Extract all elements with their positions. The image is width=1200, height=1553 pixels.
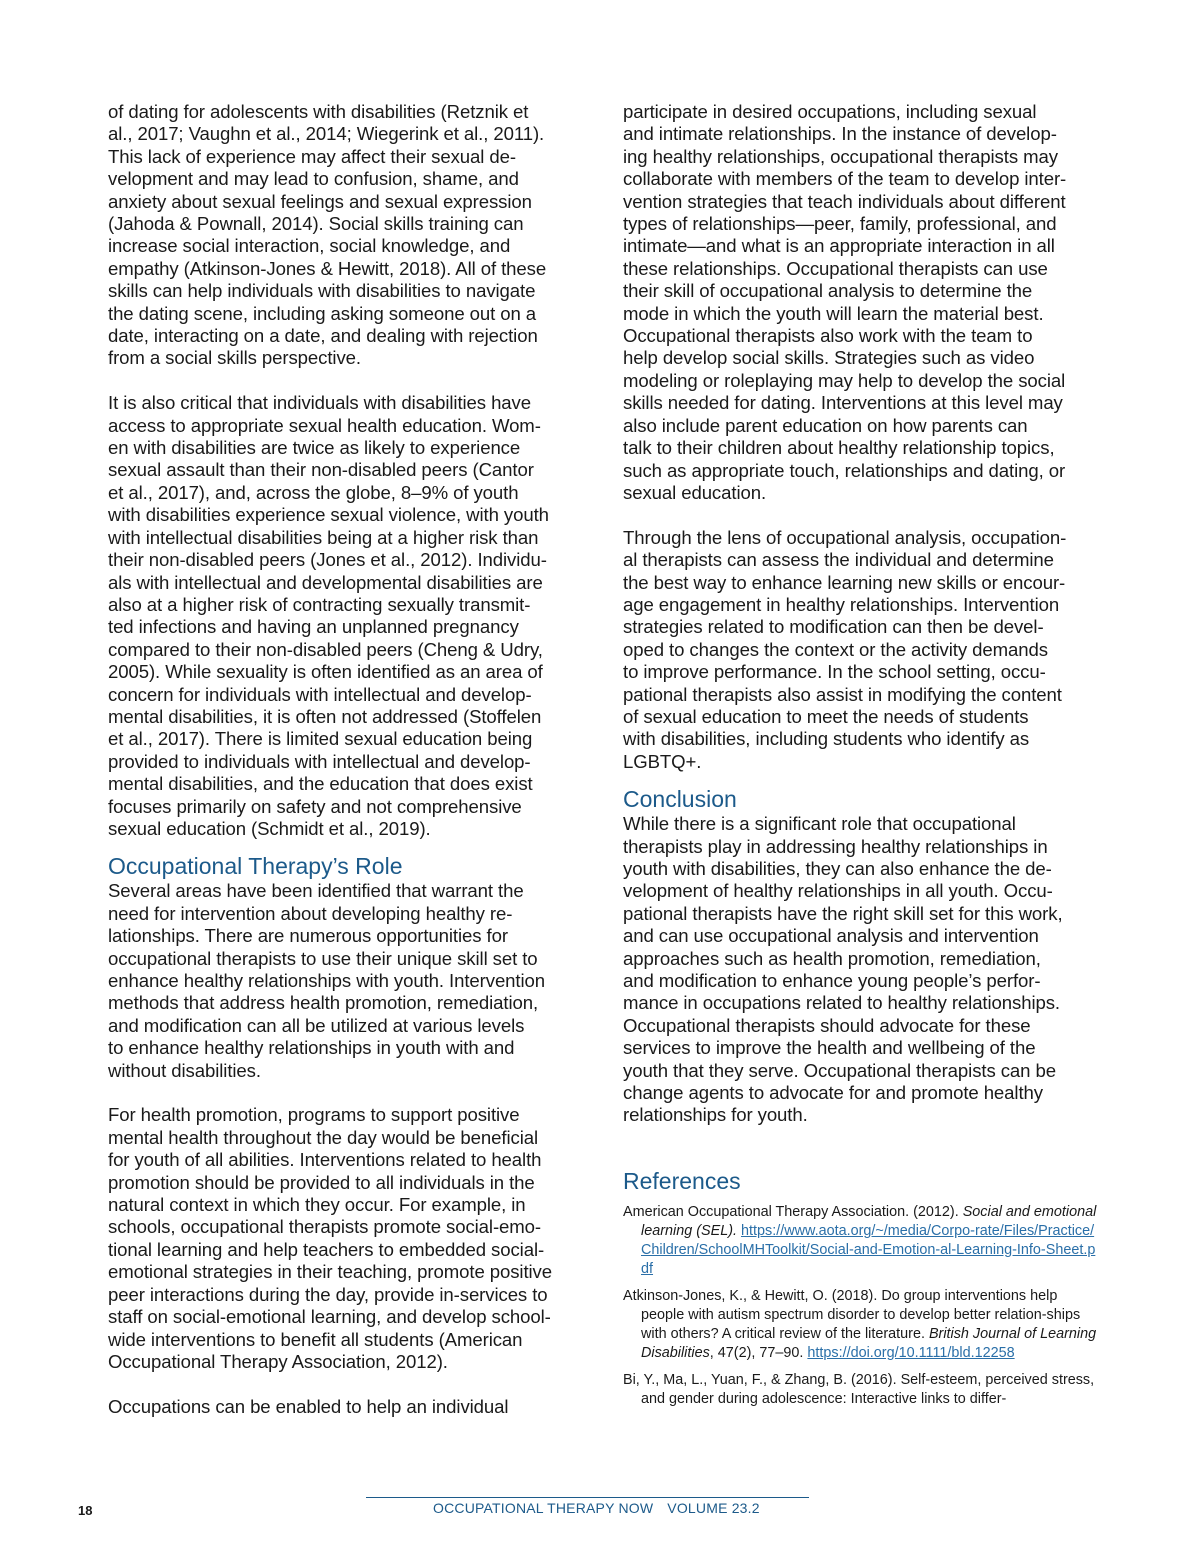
reference-entry — [623, 1203, 1101, 1279]
reference-text: Atkinson-Jones, K., & Hewitt, O. (2018). Do group interventions help people with autism spectrum disorder to develop better relation-ships with others? A critical review of the literature. — [623, 1287, 1081, 1342]
footer-divider — [366, 1497, 809, 1498]
heading-conclusion: Conclusion — [623, 786, 737, 813]
right-paragraph-1: participate in desired occupations, including sexual and intimate relationships. In the instance of develop- ing healthy relationships, occupational therapists may collaborate with members of the team to develop inter- vention strategies that teach individuals about different types of relationships—peer, family, professional, and intimate—and what is an appropriate interaction in all these relationships. Occupational therapists can use their skill of occupational analysis to determine the mode in which the youth will learn the material best. Occupational therapists also work with the team to help develop social skills. Strategies such as video modeling or roleplaying may help to develop the social skills needed for dating. Interventions at this level may also include parent education on how parents can talk to their children about healthy relationship topics, such as appropriate touch, relationships and dating, or sexual education. — [623, 101, 1067, 503]
left-paragraph-1: of dating for adolescents with disabilities (Retznik et al., 2017; Vaughn et al., 2014; Wiegerink et al., 2011). This lack of experience may affect their sexual de- velopment and may lead to confusion, shame, and anxiety about sexual feelings and sexual expression (Jahoda & Pownall, 2014). Social skills training can increase social interaction, social knowledge, and empathy (Atkinson-Jones & Hewitt, 2018). All of these skills can help individuals with disabilities to navigate the dating scene, including asking someone out on a date, interacting on a date, and dealing with rejection from a social skills perspective. — [108, 101, 547, 369]
heading-ot-role: Occupational Therapy’s Role — [108, 853, 403, 880]
reference-entry — [623, 1371, 1101, 1409]
reference-link[interactable]: https://www.aota.org/~/media/Corpo-rate/Files/Practice/Children/SchoolMHToolkit/Social-and-Emotion-al-Learning-Info-Sheet.pdf — [641, 1222, 1096, 1277]
left-paragraph-5: Occupations can be enabled to help an individual — [108, 1395, 509, 1417]
paragraph-gap — [108, 1373, 586, 1395]
right-column — [623, 101, 1101, 1417]
left-paragraph-4: For health promotion, programs to support positive mental health throughout the day would be beneficial for youth of all abilities. Interventions related to health promotion should be provided to all individuals in the natural context in which they occur. For example, in schools, occupational therapists promote social-emo- tional learning and help teachers to embedded social- emotional strategies in their teaching, promote positive peer interactions during the day, provide in-services to staff on social-emotional learning, and develop school- wide interventions to benefit all students (American Occupational Therapy Association, 2012). — [108, 1104, 552, 1372]
publication-title: OCCUPATIONAL THERAPY NOW — [433, 1500, 654, 1516]
section-gap — [623, 773, 1101, 785]
reference-title: British Journal of Learning Disabilities — [641, 1325, 1097, 1361]
left-column — [108, 101, 586, 1418]
paragraph-gap — [108, 370, 586, 392]
footer-publication — [433, 1500, 760, 1516]
reference-text: Bi, Y., Ma, L., Yuan, F., & Zhang, B. (2016). Self-esteem, perceived stress, and gender during adolescence: Interactive links to differ- — [623, 1371, 1095, 1407]
right-paragraph-3: While there is a significant role that occupational therapists play in addressing healthy relationships in youth with disabilities, they can also enhance the de- velopment of healthy relationships in all youth. Occu- pational therapists have the right skill set for this work, and can use occupational analysis and intervention approaches such as health promotion, remediation, and modification to enhance young people’s perfor- mance in occupations related to healthy relationships. Occupational therapists should advocate for these services to improve the health and wellbeing of the youth that they serve. Occupational therapists can be change agents to advocate for and promote healthy relationships for youth. — [623, 813, 1063, 1126]
reference-list — [623, 1203, 1101, 1409]
reference-text-post: , 47(2), 77–90. — [709, 1344, 808, 1361]
page-number: 18 — [78, 1503, 93, 1518]
right-paragraph-2: Through the lens of occupational analysis, occupation- al therapists can assess the individual and determine the best way to enhance learning new skills or encour- age engagement in healthy relationships. Intervention strategies related to modification can then be devel- oped to changes the context or the activity demands to improve performance. In the school setting, occu- pational therapists also assist in modifying the content of sexual education to meet the needs of students with disabilities, including students who identify as LGBTQ+. — [623, 526, 1067, 772]
left-paragraph-3: Several areas have been identified that warrant the need for intervention about developing healthy re- lationships. There are numerous opportunities for occupational therapists to use their unique skill set to enhance healthy relationships with youth. Intervention methods that address health promotion, remediation, and modification can all be utilized at various levels to enhance healthy relationships in youth with and without disabilities. — [108, 880, 546, 1081]
reference-link[interactable]: https://doi.org/10.1111/bld.12258 — [807, 1344, 1015, 1361]
heading-references: References — [623, 1167, 741, 1194]
reference-title: Social and emotional learning (SEL). — [641, 1203, 1097, 1239]
paragraph-gap — [623, 504, 1101, 526]
reference-entry — [623, 1287, 1101, 1363]
section-gap — [108, 840, 586, 852]
paragraph-gap — [108, 1082, 586, 1104]
section-gap — [623, 1127, 1101, 1167]
left-paragraph-2: It is also critical that individuals with disabilities have access to appropriate sexual health education. Wom- en with disabilities are twice as likely to experience sexual assault than their non-disabled peers (Cantor et al., 2017), and, across the globe, 8–9% of youth with disabilities experience sexual violence, with youth with intellectual disabilities being at a higher risk than their non-disabled peers (Jones et al., 2012). Individu- als with intellectual and developmental disabilities are also at a higher risk of contracting sexually transmit- ted infections and having an unplanned pregnancy compared to their non-disabled peers (Cheng & Udry, 2005). While sexuality is often identified as an area of concern for individuals with intellectual and develop- mental disabilities, it is often not addressed (Stoffelen et al., 2017). There is limited sexual education being provided to individuals with intellectual and develop- mental disabilities, and the education that does exist focuses primarily on safety and not comprehensive sexual education (Schmidt et al., 2019). — [108, 392, 549, 839]
volume-label: VOLUME 23.2 — [667, 1500, 760, 1516]
reference-text: American Occupational Therapy Association. (2012). — [623, 1203, 963, 1220]
